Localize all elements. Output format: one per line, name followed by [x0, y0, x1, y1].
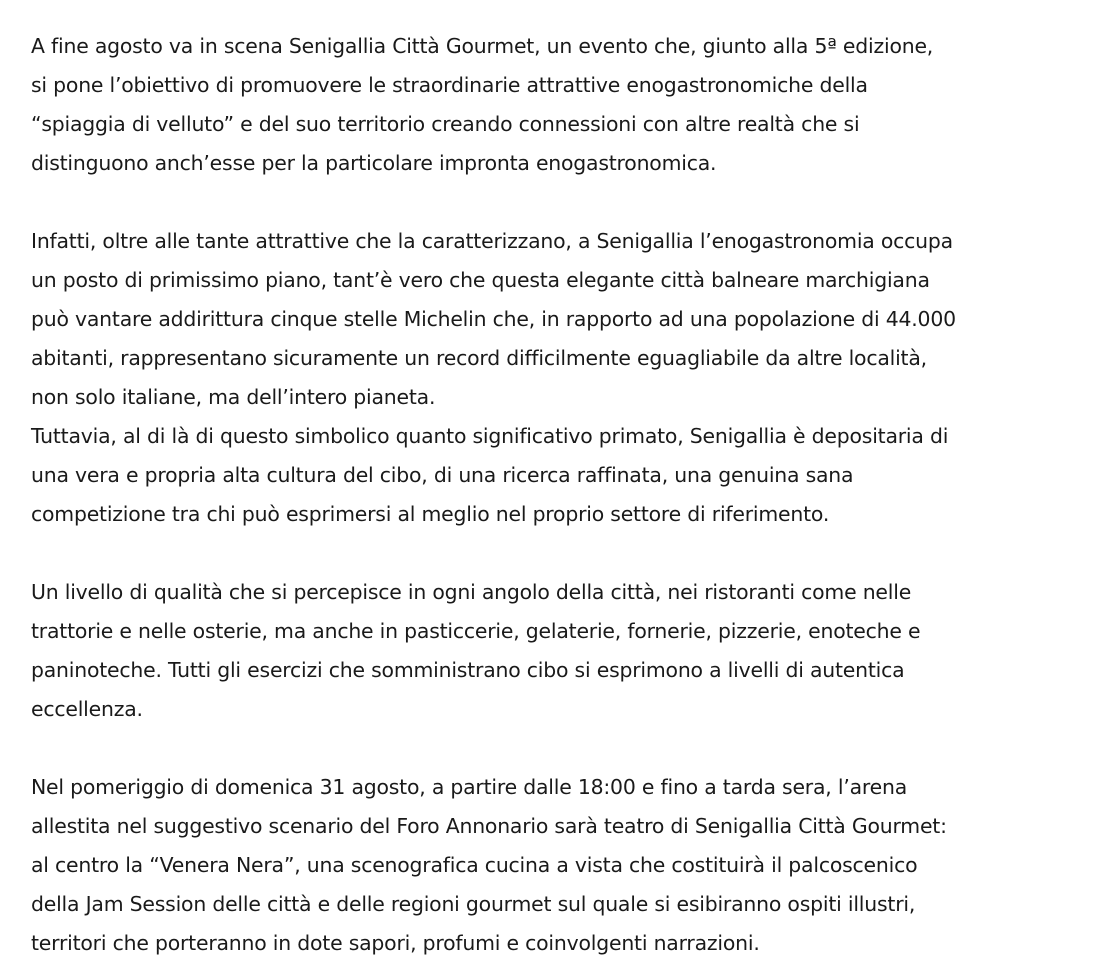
text-line: abitanti, rappresentano sicuramente un record difficilmente eguagliabile da altre località, — [31, 346, 927, 370]
paragraph-spacer — [31, 183, 1091, 222]
text-line: Un livello di qualità che si percepisce in ogni angolo della città, nei ristoranti come nelle — [31, 580, 912, 604]
text-line: al centro la “Venera Nera”, una scenografica cucina a vista che costituirà il palcoscenico — [31, 853, 918, 877]
paragraph-intro — [31, 27, 1091, 183]
text-line: territori che porteranno in dote sapori, profumi e coinvolgenti narrazioni. — [31, 931, 760, 955]
text-line: non solo italiane, ma dell’intero pianeta. — [31, 385, 436, 409]
text-line: Infatti, oltre alle tante attrattive che la caratterizzano, a Senigallia l’enogastronomia occupa — [31, 229, 953, 253]
text-line: una vera e propria alta cultura del cibo, di una ricerca raffinata, una genuina sana — [31, 463, 854, 487]
text-line: può vantare addirittura cinque stelle Michelin che, in rapporto ad una popolazione di 44.000 — [31, 307, 956, 331]
text-line: distinguono anch’esse per la particolare impronta enogastronomica. — [31, 151, 717, 175]
article-body — [31, 27, 1091, 963]
text-line: competizione tra chi può esprimersi al meglio nel proprio settore di riferimento. — [31, 502, 830, 526]
text-line: trattorie e nelle osterie, ma anche in pasticcerie, gelaterie, fornerie, pizzerie, enoteche e — [31, 619, 921, 643]
text-line: paninoteche. Tutti gli esercizi che somministrano cibo si esprimono a livelli di autentica — [31, 658, 905, 682]
text-line: A fine agosto va in scena Senigallia Città Gourmet, un evento che, giunto alla 5ª edizione, — [31, 34, 934, 58]
text-line: Nel pomeriggio di domenica 31 agosto, a partire dalle 18:00 e fino a tarda sera, l’arena — [31, 775, 907, 799]
text-line: della Jam Session delle città e delle regioni gourmet sul quale si esibiranno ospiti illustri, — [31, 892, 916, 916]
paragraph-quality — [31, 573, 1091, 729]
text-line: Tuttavia, al di là di questo simbolico quanto significativo primato, Senigallia è depositaria di — [31, 424, 949, 448]
paragraph-spacer — [31, 534, 1091, 573]
text-line: allestita nel suggestivo scenario del Foro Annonario sarà teatro di Senigallia Città Gourmet: — [31, 814, 947, 838]
paragraph-michelin — [31, 222, 1091, 534]
text-line: si pone l’obiettivo di promuovere le straordinarie attrattive enogastronomiche della — [31, 73, 868, 97]
text-line: “spiaggia di velluto” e del suo territorio creando connessioni con altre realtà che si — [31, 112, 860, 136]
text-line: un posto di primissimo piano, tant’è vero che questa elegante città balneare marchigiana — [31, 268, 930, 292]
text-line: eccellenza. — [31, 697, 143, 721]
paragraph-spacer — [31, 729, 1091, 768]
paragraph-event — [31, 768, 1091, 963]
